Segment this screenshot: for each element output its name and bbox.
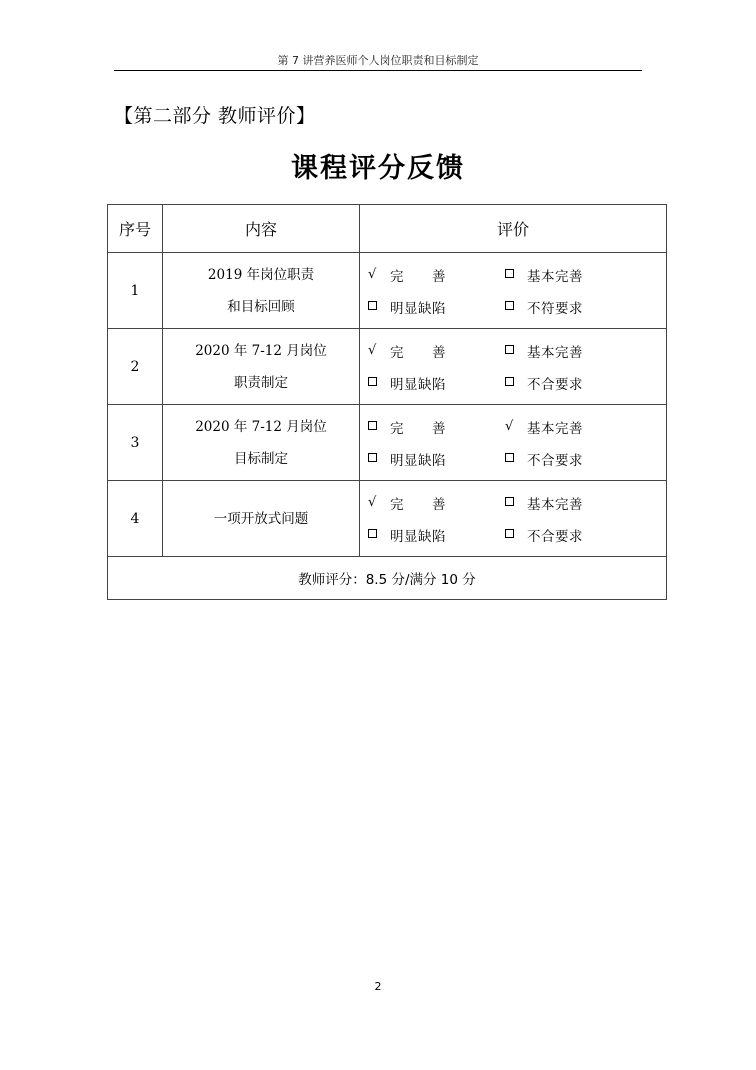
row-evaluation (360, 405, 667, 481)
table-row (108, 481, 667, 557)
empty-checkbox-icon (505, 269, 514, 278)
option-label: 不合要求 (527, 528, 583, 545)
option-label: 不合要求 (527, 452, 583, 469)
checkbox-icon (368, 375, 390, 390)
empty-checkbox-icon (505, 345, 514, 354)
empty-checkbox-icon (368, 301, 377, 310)
evaluation-options (360, 416, 666, 470)
checkmark-icon: √ (368, 495, 377, 510)
header-content: 内容 (163, 205, 360, 253)
evaluation-option[interactable] (505, 416, 665, 438)
checkbox-icon (505, 451, 527, 466)
content-line: 一项开放式问题 (213, 510, 309, 527)
row-number: 1 (108, 253, 163, 329)
score-row (108, 557, 667, 600)
checkbox-icon (368, 451, 390, 466)
checkmark-icon: √ (368, 343, 377, 358)
content-line: 2019 年岗位职责 (207, 266, 315, 283)
row-number: 3 (108, 405, 163, 481)
table-row (108, 253, 667, 329)
empty-checkbox-icon (505, 497, 514, 506)
content-line: 2020 年 7-12 月岗位 (195, 342, 327, 359)
option-label: 基本完善 (527, 344, 583, 361)
empty-checkbox-icon (505, 377, 514, 386)
option-label: 明显缺陷 (390, 452, 446, 469)
teacher-score: 教师评分：8.5 分/满分 10 分 (108, 557, 667, 600)
checkbox-icon (368, 527, 390, 542)
feedback-table (107, 204, 667, 600)
header-no: 序号 (108, 205, 163, 253)
table-header-row (108, 205, 667, 253)
checkbox-icon (505, 343, 527, 358)
evaluation-option[interactable] (505, 492, 665, 514)
option-label: 完 善 (390, 420, 446, 437)
row-evaluation (360, 329, 667, 405)
running-header: 第 7 讲营养医师个人岗位职责和目标制定 (277, 54, 479, 67)
evaluation-options (360, 264, 666, 318)
checkbox-icon (505, 527, 527, 542)
option-label: 明显缺陷 (390, 300, 446, 317)
evaluation-option[interactable] (505, 296, 665, 318)
row-evaluation (360, 253, 667, 329)
table-row (108, 405, 667, 481)
empty-checkbox-icon (368, 421, 377, 430)
evaluation-option[interactable] (368, 448, 505, 470)
option-label: 完 善 (390, 496, 446, 513)
evaluation-option[interactable] (368, 340, 505, 362)
option-label: 不合要求 (527, 376, 583, 393)
checkbox-icon (368, 299, 390, 314)
table-row (108, 329, 667, 405)
option-label: 基本完善 (527, 496, 583, 513)
checkbox-icon (505, 495, 527, 510)
row-content (163, 405, 360, 481)
evaluation-option[interactable] (368, 296, 505, 318)
row-content (163, 253, 360, 329)
empty-checkbox-icon (368, 453, 377, 462)
option-label: 明显缺陷 (390, 376, 446, 393)
content-line: 职责制定 (234, 374, 288, 391)
option-label: 完 善 (390, 268, 446, 285)
option-label: 基本完善 (527, 268, 583, 285)
row-number: 4 (108, 481, 163, 557)
empty-checkbox-icon (368, 377, 377, 386)
option-label: 完 善 (390, 344, 446, 361)
evaluation-option[interactable] (505, 524, 665, 546)
evaluation-option[interactable] (368, 264, 505, 286)
checkbox-icon (505, 375, 527, 390)
checkmark-icon: √ (368, 267, 377, 282)
empty-checkbox-icon (505, 453, 514, 462)
row-evaluation (360, 481, 667, 557)
checkbox-icon (368, 419, 390, 434)
row-number: 2 (108, 329, 163, 405)
option-label: 基本完善 (527, 420, 583, 437)
row-content (163, 481, 360, 557)
evaluation-option[interactable] (368, 372, 505, 394)
content-line: 目标制定 (234, 450, 288, 467)
section-heading: 【第二部分 教师评价】 (114, 105, 316, 127)
option-label: 明显缺陷 (390, 528, 446, 545)
empty-checkbox-icon (505, 301, 514, 310)
evaluation-option[interactable] (368, 416, 505, 438)
header-evaluation: 评价 (360, 205, 667, 253)
row-content (163, 329, 360, 405)
checkmark-icon: √ (505, 419, 514, 434)
page-number: 2 (374, 980, 382, 993)
evaluation-options (360, 340, 666, 394)
evaluation-option[interactable] (505, 448, 665, 470)
content-line: 和目标回顾 (227, 298, 295, 315)
option-label: 不符要求 (527, 300, 583, 317)
checkbox-icon (505, 299, 527, 314)
content-line: 2020 年 7-12 月岗位 (195, 418, 327, 435)
evaluation-option[interactable] (505, 340, 665, 362)
evaluation-option[interactable] (368, 524, 505, 546)
evaluation-option[interactable] (505, 372, 665, 394)
evaluation-option[interactable] (368, 492, 505, 514)
checkbox-icon (505, 267, 527, 282)
evaluation-option[interactable] (505, 264, 665, 286)
header-rule (114, 70, 642, 71)
page-title: 课程评分反馈 (291, 153, 465, 184)
evaluation-options (360, 492, 666, 546)
empty-checkbox-icon (505, 529, 514, 538)
empty-checkbox-icon (368, 529, 377, 538)
